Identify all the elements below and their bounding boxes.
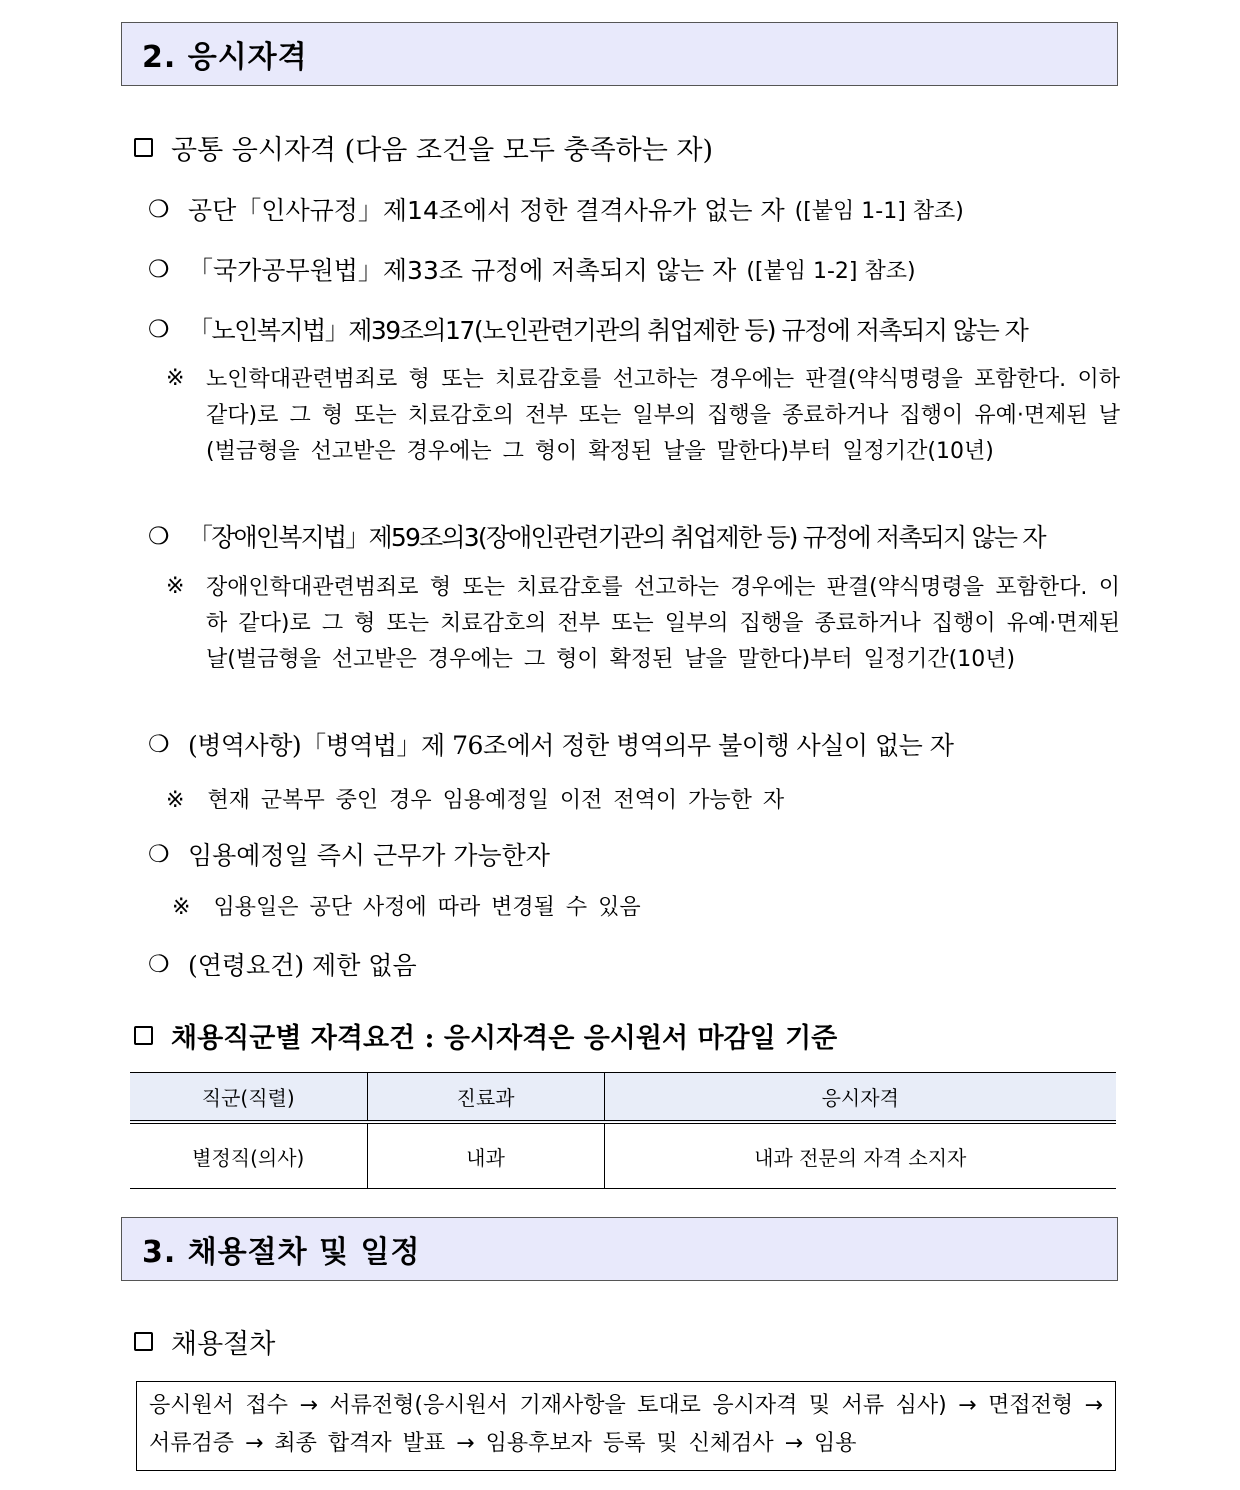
qualification-item-7-text: (연령요건) 제한 없음 — [188, 951, 417, 980]
qualification-item-1-ref: ([붙임 1-1] 참조) — [794, 198, 964, 224]
qualification-item-3-text: 「노인복지법」제39조의17(노인관련기관의 취업제한 등) 규정에 저촉되지 않는 자 — [188, 316, 1028, 345]
table-cell-job-group: 별정직(의사) — [130, 1122, 367, 1189]
note-mark-icon: ※ — [166, 788, 185, 813]
note-mark-icon: ※ — [172, 895, 191, 920]
circle-bullet-icon: ❍ — [148, 255, 170, 283]
procedure-heading — [134, 1322, 275, 1361]
qualification-note-3: 노인학대관련범죄로 형 또는 치료감호를 선고하는 경우에는 판결(약식명령을 포함한다. 이하 같다)로 그 형 또는 치료감호의 전부 또는 일부의 집행을 종료하거나 집행이 유예·면제된 날(벌금형을 선고받은 경우에는 그 형이 확정된 날을 말한다)부터 일정기간(10년) — [206, 367, 1120, 464]
checkbox-square-icon — [134, 138, 153, 157]
circle-bullet-icon: ❍ — [148, 522, 168, 550]
qualification-item-1-text: 공단「인사규정」제14조에서 정한 결격사유가 없는 자 — [188, 196, 785, 225]
checkbox-square-icon — [134, 1332, 153, 1351]
note-mark-icon: ※ — [166, 574, 185, 599]
section-2-title: 2. 응시자격 — [121, 22, 1118, 86]
qualification-item-6-text: 임용예정일 즉시 근무가 가능한자 — [188, 841, 550, 870]
common-qualification-heading-text: 공통 응시자격 (다음 조건을 모두 충족하는 자) — [171, 135, 714, 166]
qualification-item-4-text: 「장애인복지법」제59조의3(장애인관련기관의 취업제한 등) 규정에 저촉되지 않는 자 — [188, 523, 1045, 552]
qualification-item-3 — [148, 311, 1027, 347]
common-qualification-heading — [134, 128, 713, 167]
qualification-item-6 — [148, 836, 550, 872]
qualification-note-5-text: 현재 군복무 중인 경우 임용예정일 이전 전역이 가능한 자 — [207, 788, 785, 813]
qualification-note-6 — [172, 890, 641, 921]
job-qualification-heading-text: 채용직군별 자격요건 : 응시자격은 응시원서 마감일 기준 — [171, 1023, 838, 1054]
qualification-item-2 — [148, 251, 916, 287]
qualification-note-4: 장애인학대관련범죄로 형 또는 치료감호를 선고하는 경우에는 판결(약식명령을 포함한다. 이하 같다)로 그 형 또는 치료감호의 전부 또는 일부의 집행을 종료하거나 집행이 유예·면제된 날(벌금형을 선고받은 경우에는 그 형이 확정된 날을 말한다)부터 일정기간(10년) — [206, 575, 1120, 672]
table-cell-department: 내과 — [367, 1122, 604, 1189]
job-qualification-heading — [134, 1016, 837, 1055]
procedure-heading-text: 채용절차 — [171, 1329, 276, 1360]
circle-bullet-icon: ❍ — [148, 950, 170, 978]
qualification-item-5-text: (병역사항)「병역법」제 76조에서 정한 병역의무 불이행 사실이 없는 자 — [188, 731, 954, 760]
qualification-table — [130, 1072, 1116, 1189]
qualification-item-7 — [148, 946, 417, 982]
qualification-item-5 — [148, 726, 953, 762]
circle-bullet-icon: ❍ — [148, 195, 170, 223]
qualification-item-1 — [148, 191, 964, 227]
qualification-item-2-text: 「국가공무원법」제33조 규정에 저촉되지 않는 자 — [188, 256, 737, 285]
qualification-item-2-ref: ([붙임 1-2] 참조) — [746, 258, 916, 284]
table-header-department: 진료과 — [367, 1073, 604, 1123]
procedure-flow-box: 응시원서 접수 → 서류전형(응시원서 기재사항을 토대로 응시자격 및 서류 심사) → 면접전형 → 서류검증 → 최종 합격자 발표 → 임용후보자 등록 및 신체검사 → 임용 — [136, 1381, 1116, 1471]
checkbox-square-icon — [134, 1026, 153, 1045]
circle-bullet-icon: ❍ — [148, 730, 170, 758]
table-cell-qualification: 내과 전문의 자격 소지자 — [604, 1122, 1116, 1189]
table-header-row — [130, 1073, 1116, 1123]
section-3-title: 3. 채용절차 및 일정 — [121, 1217, 1118, 1281]
note-mark-icon: ※ — [166, 366, 185, 391]
circle-bullet-icon: ❍ — [148, 315, 169, 343]
table-header-job-group: 직군(직렬) — [130, 1073, 367, 1123]
table-header-qualification: 응시자격 — [604, 1073, 1116, 1123]
table-row — [130, 1122, 1116, 1189]
qualification-note-6-text: 임용일은 공단 사정에 따라 변경될 수 있음 — [213, 895, 641, 920]
qualification-item-4 — [148, 518, 1045, 554]
qualification-note-5 — [166, 783, 784, 814]
circle-bullet-icon: ❍ — [148, 840, 170, 868]
